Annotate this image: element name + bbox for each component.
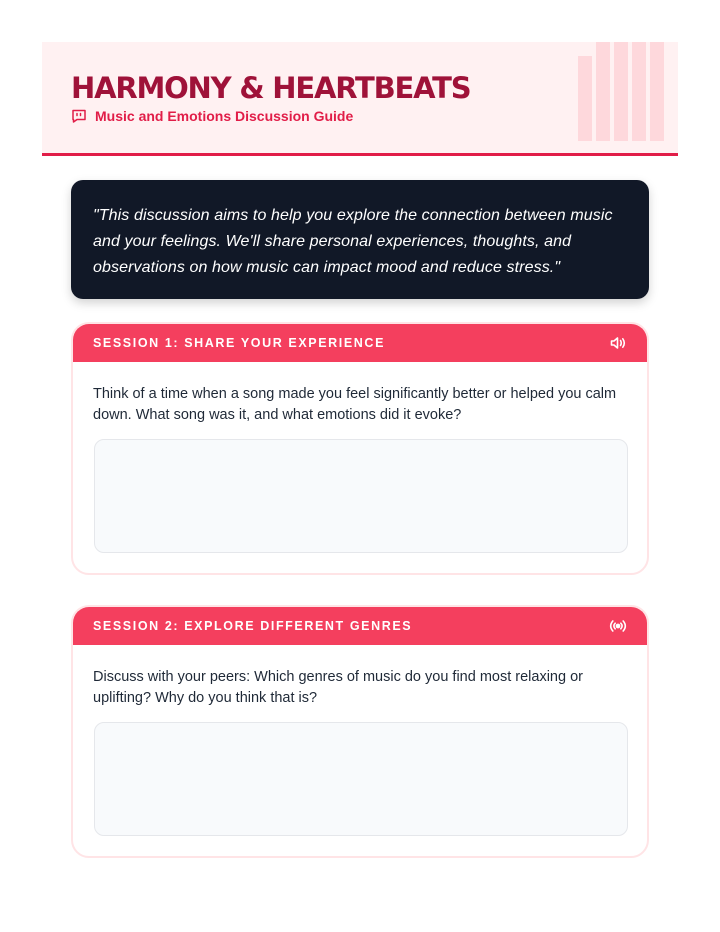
decorative-bar [578,56,592,141]
broadcast-icon [609,617,627,635]
speaker-icon [609,334,627,352]
session-card-1 [71,322,649,575]
session-title: SESSION 2: EXPLORE DIFFERENT GENRES [93,619,413,633]
decorative-bar [614,42,628,141]
page-subtitle: Music and Emotions Discussion Guide [95,108,354,124]
session-title: SESSION 1: SHARE YOUR EXPERIENCE [93,336,386,350]
decorative-bar [596,42,610,141]
response-box[interactable] [94,722,628,836]
session-card-2 [71,605,649,858]
session-header [73,324,647,362]
decorative-bar [650,42,664,141]
page-title: HARMONY & HEARTBEATS [71,71,471,105]
session-prompt: Discuss with your peers: Which genres of music do you find most relaxing or uplifting? Why do you think that is? [93,669,583,706]
chat-quote-icon [71,108,87,124]
intro-quote-text: "This discussion aims to help you explore the connection between music and your feelings. We'll share personal experiences, thoughts, and observations on how music can impact mood and reduce stress." [93,207,613,276]
intro-quote-card [71,180,649,299]
page-header [42,42,678,156]
response-box[interactable] [94,439,628,553]
subtitle-row [71,108,353,124]
session-prompt: Think of a time when a song made you feel significantly better or helped you calm down. What song was it, and what emotions did it evoke? [93,386,617,423]
decorative-bar [632,42,646,141]
decorative-bars [578,42,664,141]
session-header [73,607,647,645]
